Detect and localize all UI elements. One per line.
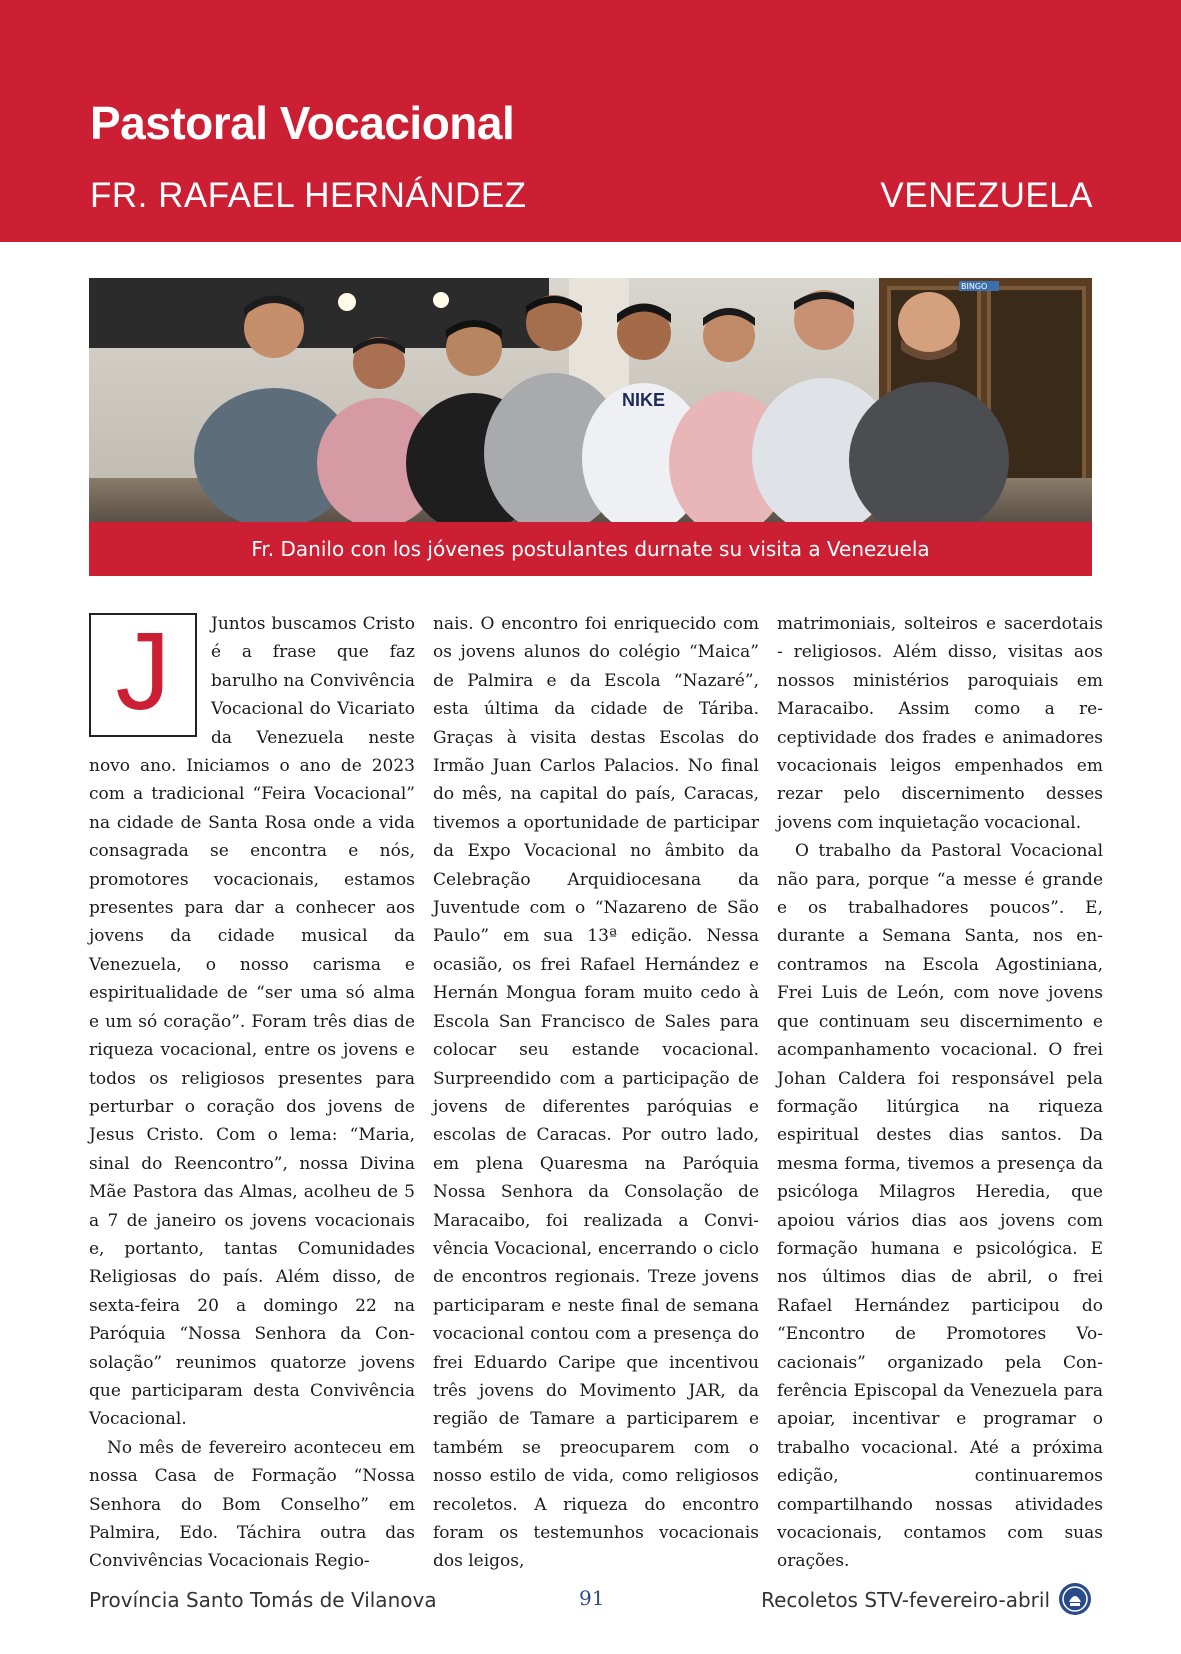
photo-caption: Fr. Danilo con los jóvenes postulantes durnate su visita a Venezuela [89, 522, 1092, 576]
author-name: FR. RAFAEL HERNÁNDEZ [90, 176, 527, 215]
footer-province: Província Santo Tomás de Vilanova [89, 1588, 437, 1612]
nike-logo-text: NIKE [622, 390, 666, 410]
group-photo [89, 278, 1092, 522]
page-title: Pastoral Vocacional [90, 97, 515, 149]
bingo-sign: BINGO [961, 282, 988, 291]
seal-logo-icon [1058, 1582, 1092, 1616]
country-label: VENEZUELA [880, 176, 1093, 215]
article-column-1 [89, 610, 415, 1576]
article-paragraph: nais. O encontro foi enriquecido com os jovens alunos do colégio “Maica” de Palmira e da Escola “Nazaré”, esta última da cidade de Táriba. Graças à visita destas Escolas do Irmão Juan Carlos Palacios. No final do mês, na capital do país, Caracas, tivemos a oportunidade de participar da Expo Vocacional no âmbito da Celebração Arquidiocesana da Juventude com o “Nazareno de São Paulo” em sua 13ª edição. Nessa ocasião, os frei Rafael Hernández e Hernán Mongua foram muito cedo à Escola San Francisco de Sales para colocar seu estande vocacional. Surpreendido com a participação de jovens de diferentes paróquias e escolas de Caracas. Por outro lado, em plena Quaresma na Paróquia Nossa Senhora da Consolação de Maracaibo, foi realizada a Convivência Vocacional, encerrando o ciclo de encontros regionais. Treze jovens participaram e neste final de semana vocacional contou com a presença do frei Eduardo Caripe que incentivou três jovens do Movimento JAR, da região de Tamare a participarem e também se preocuparem com o nosso estilo de vida, como religiosos recoletos. A riqueza do encontro foram os testemunhos vocacionais dos leigos, [433, 614, 759, 1572]
page-footer [89, 1582, 1092, 1622]
article-column-3 [777, 610, 1103, 1576]
article-paragraph: No mês de fevereiro aconteceu em nossa Casa de Formação “Nossa Senhora do Bom Conselho” em Palmira, Edo. Táchira outra das Convivências Vocacionais Regio- [89, 1437, 415, 1572]
header-banner [0, 0, 1181, 242]
page-number: 91 [579, 1586, 605, 1610]
article-column-2 [433, 610, 759, 1576]
drop-cap: J [89, 613, 197, 737]
article-paragraph: O trabalho da Pastoral Vocacional não para, porque “a messe é grande e os trabalhadores poucos”. E, durante a Semana Santa, nos encontramos na Escola Agostiniana, Frei Luis de León, com nove jovens que continuam seu discernimento e acompanhamento vocacional. O frei Johan Caldera foi responsável pela formação litúrgica na riqueza espiritual destes dias santos. Da mesma forma, tivemos a presença da psicóloga Milagros Heredia, que apoiou vários dias aos jovens com formação humana e psicológica. E nos últimos dias de abril, o frei Rafael Hernández participou do “Encontro de Promotores Vocacionais” organizado pela Conferência Episcopal da Venezuela para apoiar, incentivar e programar o trabalho vocacional. Até a próxima edição, continuaremos compartilhando nossas atividades vocacionais, contamos com suas orações. [777, 841, 1103, 1572]
article-paragraph: Juntos buscamos Cristo é a frase que faz barulho na Convivência Vocacional do Vicariato da Venezuela neste novo ano. Iniciamos o ano de 2023 com a tradicional “Feira Vocacional” na cidade de Santa Rosa onde a vida consagrada se encontra e nós, promotores vocacionais, estamos presentes para dar a conhecer aos jovens da cidade musical da Venezuela, o nosso carisma e espiritualidade de “ser uma só alma e um só coração”. Foram três dias de riqueza vocacional, entre os jovens e todos os religiosos presentes para perturbar o coração dos jovens de Jesus Cristo. Com o lema: “Maria, sinal do Reencontro”, nossa Divina Mãe Pastora das Almas, acolheu de 5 a 7 de janeiro os jovens vocacionais e, portanto, tantas Comunidades Religiosas do país. Além disso, de sexta-feira 20 a domingo 22 na Paróquia “Nossa Senhora da Consolação” reunimos quatorze jovens que participaram desta Convivência Vocacional. [89, 614, 415, 1430]
article-paragraph: matrimoniais, solteiros e sacerdotais - religiosos. Além disso, visitas aos nossos ministérios paroquiais em Maracaibo. Assim como a receptividade dos frades e animadores vocacionais leigos empenhados em rezar pelo discernimento desses jovens com inquietação vocacional. [777, 614, 1103, 833]
footer-publication: Recoletos STV-fevereiro-abril [761, 1588, 1050, 1612]
